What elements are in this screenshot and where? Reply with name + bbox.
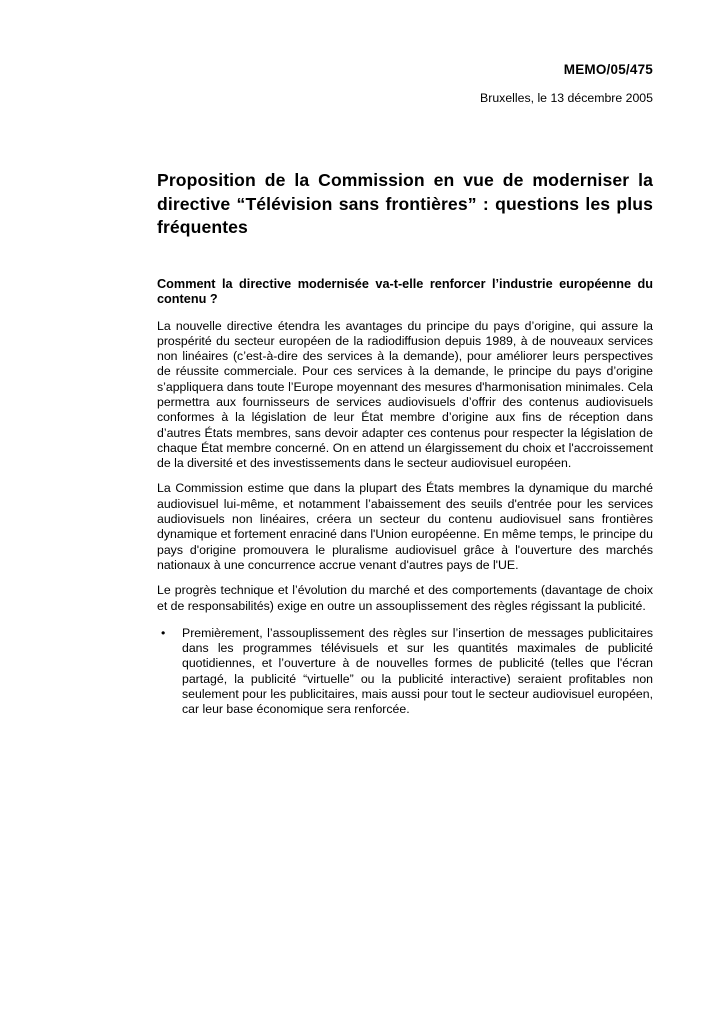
list-item	[157, 626, 653, 718]
document-reference: MEMO/05/475	[563, 62, 653, 77]
paragraph-country-of-origin: La nouvelle directive étendra les avantages du principe du pays d’origine, qui assure la prospérité du secteur européen de la radiodiffusion depuis 1989, à de nouveaux services non linéaires (c’est-à-dire des services à la demande), pour améliorer leurs perspectives de réussite commerciale. Pour ces services à la demande, le principe du pays d’origine s’appliquera dans toute l’Europe moyennant des mesures d'harmonisation minimales. Cela permettra aux fournisseurs de services audiovisuels d’offrir des contenus audiovisuels conformes à la législation de leur État membre d’origine aux fins de réception dans d’autres États membres, sans devoir adapter ces contenus pour respecter la législation de chaque État membre concerné. On en attend un élargissement du choix et l'accroissement de la diversité et des investissements dans le secteur audiovisuel européen.	[157, 318, 653, 471]
document-dateline: Bruxelles, le 13 décembre 2005	[480, 91, 653, 105]
paragraph-technical-progress: Le progrès technique et l’évolution du marché et des comportements (davantage de choix et de responsabilités) exige en outre un assouplissement des règles régissant la publicité.	[157, 583, 653, 613]
document-title: Proposition de la Commission en vue de moderniser la directive “Télévision sans frontières” : questions les plus fréquentes	[157, 170, 653, 237]
section-heading: Comment la directive modernisée va-t-elle renforcer l’industrie européenne du contenu ?	[157, 276, 653, 306]
paragraph-commission-estimate: La Commission estime que dans la plupart des États membres la dynamique du marché audiovisuel lui-même, et notamment l’abaissement des seuils d'entrée pour les services audiovisuels non linéaires, créera un secteur du contenu audiovisuel sans frontières dynamique et fortement enraciné dans l'Union européenne. En même temps, le principe du pays d'origine promouvera le pluralisme audiovisuel grâce à l'ouverture des marchés nationaux à une concurrence accrue venant d'autres pays de l'UE.	[157, 481, 653, 572]
bullet-list	[157, 626, 653, 718]
bullet-marker: •	[161, 625, 166, 640]
list-item-text: Premièrement, l’assouplissement des règles sur l’insertion de messages publicitaires dans les programmes télévisuels et sur les quantités maximales de publicité quotidiennes, et l’ouverture à de nouvelles formes de publicité (telles que l'écran partagé, la publicité “virtuelle” ou la publicité interactive) seraient profitables non seulement pour les publicitaires, mais aussi pour tout le secteur audiovisuel européen, car leur base économique sera renforcée.	[182, 625, 653, 717]
